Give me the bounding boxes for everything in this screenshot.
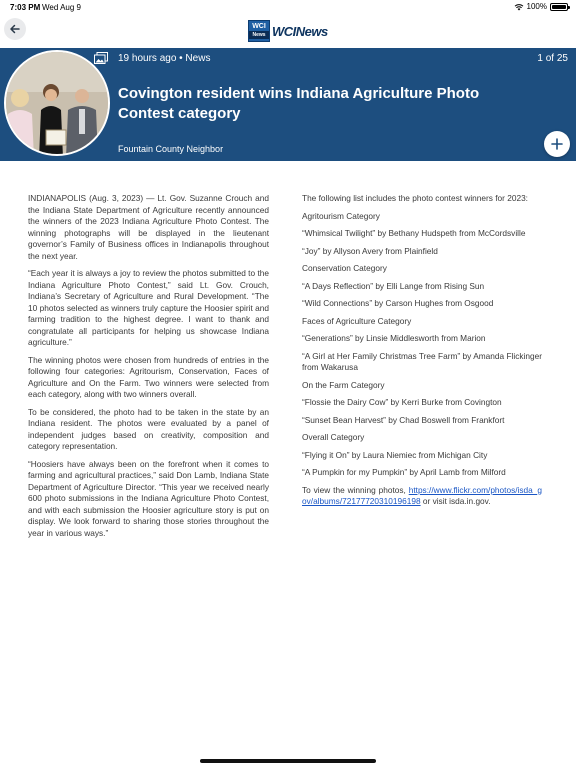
article-title: Covington resident wins Indiana Agriculture Photo Contest category xyxy=(118,85,480,122)
battery-icon xyxy=(550,3,568,11)
article-source[interactable]: Fountain County Neighbor xyxy=(118,144,224,154)
status-bar xyxy=(0,0,576,14)
add-button[interactable] xyxy=(544,131,570,157)
winner-item: “Flossie the Dairy Cow” by Kerri Burke from Covington xyxy=(302,397,502,407)
article-paragraph: INDIANAPOLIS (Aug. 3, 2023) — Lt. Gov. Suzanne Crouch and the Indiana State Department of Agriculture recently announced the winners of the 2023 Indiana Agriculture Photo Contest. The winning photographs will be displayed in the lieutenant governor’s Family of Business offices in Indianapolis throughout the next year. xyxy=(28,193,269,261)
category-heading: Faces of Agriculture Category xyxy=(302,315,412,326)
category-heading: Overall Category xyxy=(302,432,365,442)
gallery-counter: 1 of 25 xyxy=(537,53,568,64)
winner-item: “Sunset Bean Harvest” by Chad Boswell from Frankfort xyxy=(302,414,505,425)
winner-item: “A Pumpkin for my Pumpkin” by April Lamb from Milford xyxy=(302,467,506,477)
wifi-icon xyxy=(514,3,524,11)
article-paragraph: The winning photos were chosen from hundreds of entries in the following four categories: Agritourism, Conservation, Faces of Agriculture and On the Farm. Two winners were selected from each category, along with two winners overall. xyxy=(28,354,269,399)
wcinews-logo xyxy=(248,19,328,43)
winner-item: “Joy” by Allyson Avery from Plainfield xyxy=(302,245,438,256)
logo-text: WCINews xyxy=(272,23,328,39)
home-indicator[interactable] xyxy=(200,759,376,763)
winner-item: “A Days Reflection” by Elli Lange from Rising Sun xyxy=(302,280,485,291)
hero-photo[interactable] xyxy=(4,50,110,156)
category-heading: Agritourism Category xyxy=(302,210,380,221)
article-body-right xyxy=(302,193,542,514)
status-time: 7:03 PM xyxy=(10,3,41,12)
winner-item: “Generations” by Linsie Middlesworth from Marion xyxy=(302,333,486,343)
winner-item: “A Girl at Her Family Christmas Tree Farm” by Amanda Flickinger from Wakarusa xyxy=(302,350,542,372)
article-paragraph: “Each year it is always a joy to review the photos submitted to the Indiana Agriculture Photo Contest,” said Lt. Gov. Crouch, Indiana’s Secretary of Agriculture and Rural Development. “The 10 photos selected as winners truly capture the Hoosier spirit and farming tradition to the highest degree. I want to thank and congratulate all participants for helping us showcase Indiana agriculture.” xyxy=(28,268,269,347)
battery-percent: 100% xyxy=(526,2,547,11)
article-header xyxy=(0,48,576,161)
article-paragraph: The following list includes the photo contest winners for 2023: xyxy=(302,193,528,203)
flickr-album-link[interactable]: https://www.flickr.com/photos/isda_gov/albums/72177720310196198 xyxy=(302,484,542,506)
article-body-left xyxy=(28,193,269,545)
closing-paragraph xyxy=(302,485,542,508)
article-meta: 19 hours ago • News xyxy=(118,53,211,64)
nav-bar xyxy=(0,14,576,48)
photo-illustration xyxy=(6,52,110,156)
plus-icon xyxy=(551,138,563,150)
logo-mark: WCI News xyxy=(248,20,270,42)
gallery-icon[interactable] xyxy=(94,52,108,64)
back-button[interactable] xyxy=(4,18,26,40)
winner-item: “Wild Connections” by Carson Hughes from Osgood xyxy=(302,298,494,308)
arrow-left-icon xyxy=(9,23,21,35)
status-right xyxy=(514,2,568,11)
article-paragraph: “Hoosiers have always been on the forefront when it comes to farming and agricultural practices,” said Don Lamb, Indiana State Department of Agriculture Director. “This year we received nearly 600 photo submissions in the Indiana Agriculture Photo Contest, and with each submission the Hoosier agriculture story is put on display. We look forward to sharing those stories throughout the year in various ways.” xyxy=(28,458,269,538)
category-heading: Conservation Category xyxy=(302,263,387,273)
winner-item: “Flying it On” by Laura Niemiec from Michigan City xyxy=(302,449,488,460)
category-heading: On the Farm Category xyxy=(302,379,385,390)
winner-item: “Whimsical Twilight” by Bethany Hudspeth from McCordsville xyxy=(302,228,526,238)
article-paragraph: To be considered, the photo had to be taken in the state by an Indiana resident. The photos were evaluated by a panel of independent judges based on creativity, composition and category representation. xyxy=(28,406,269,451)
closing-prefix: To view the winning photos, xyxy=(302,484,409,495)
status-date: Wed Aug 9 xyxy=(42,3,81,12)
closing-suffix: or visit isda.in.gov. xyxy=(420,496,491,506)
